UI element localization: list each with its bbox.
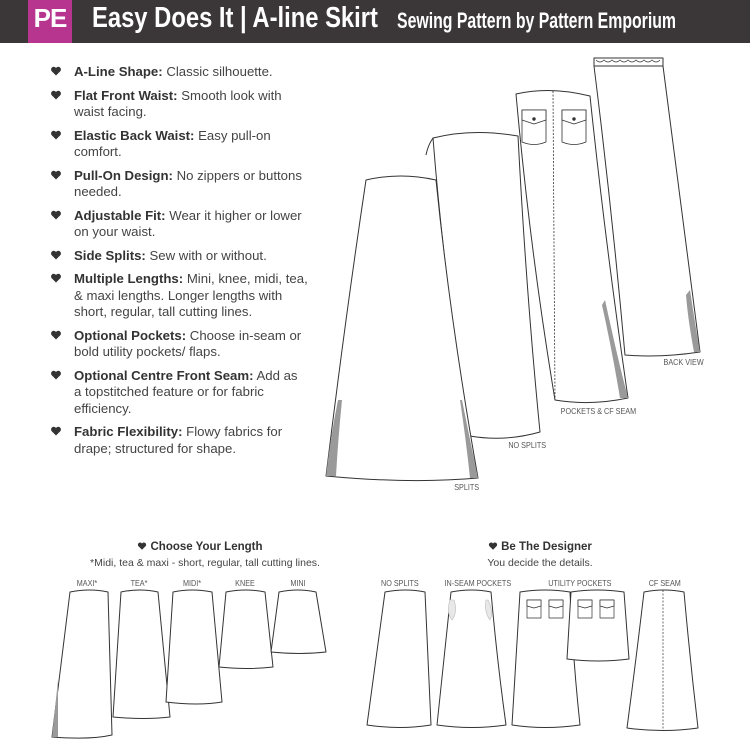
title-main: Easy Does It | A-line Skirt (92, 2, 378, 34)
heart-icon (137, 541, 147, 551)
feature-text: Easy pull-on comfort. (74, 127, 271, 159)
feature-name: Elastic Back Waist: (74, 127, 195, 143)
feature-name: Flat Front Waist: (74, 87, 178, 103)
feature-text: Mini, knee, midi, tea, & maxi lengths. Longer lengths with short, regular, tall cutting lines. (74, 271, 308, 319)
feature-name: Adjustable Fit: (74, 207, 166, 223)
feature-text: Wear it higher or lower on your waist. (74, 207, 302, 239)
length-heading: Choose Your Length (110, 541, 290, 553)
feature-text: Classic silhouette. (162, 64, 273, 79)
feature-name: Optional Centre Front Seam: (74, 367, 254, 383)
heart-icon (488, 541, 498, 551)
designer-skirts (367, 590, 698, 731)
length-skirts (52, 590, 326, 738)
length-label-mini: MINI (290, 578, 306, 588)
feature-text: Flowy fabrics for drape; structured for shape. (74, 424, 283, 456)
length-label-maxi: MAXI* (76, 578, 98, 588)
length-label-knee: KNEE (235, 578, 255, 588)
designer-label-in-seam-pockets: IN-SEAM POCKETS (444, 578, 512, 588)
designer-label-no-splits: NO SPLITS (381, 578, 419, 588)
feature-name: Side Splits: (74, 247, 146, 263)
feature-name: Optional Pockets: (74, 327, 187, 343)
designer-label-utility-pockets: UTILITY POCKETS (548, 578, 612, 588)
length-label-midi: MIDI* (182, 578, 202, 588)
feature-text: Add as a topstitched feature or for fabric efficiency. (74, 367, 298, 416)
label-no-splits: NO SPLITS (508, 440, 547, 450)
feature-text: No zippers or buttons needed. (74, 167, 302, 199)
brand-logo: PE (28, 0, 72, 43)
feature-name: Fabric Flexibility: (74, 424, 183, 439)
label-back-view: BACK VIEW (663, 357, 704, 367)
feature-text: Sew with or without. (145, 247, 267, 263)
feature-name: A-Line Shape: (74, 64, 163, 79)
feature-name: Pull-On Design: (74, 167, 173, 183)
designer-heading: Be The Designer (450, 541, 630, 553)
title-subtitle: Sewing Pattern by Pattern Emporium (397, 8, 677, 33)
feature-text: Choose in-seam or bold utility pockets/ flaps. (74, 327, 302, 359)
feature-text: Smooth look with waist facing. (74, 87, 282, 119)
label-pockets-cf-seam: POCKETS & CF SEAM (560, 406, 637, 416)
designer-label-cf-seam: CF SEAM (648, 578, 681, 588)
designer-note: You decide the details. (487, 557, 593, 569)
length-label-tea: TEA* (130, 578, 148, 588)
label-splits: SPLITS (454, 482, 480, 492)
feature-name: Multiple Lengths: (74, 271, 184, 286)
length-note: *Midi, tea & maxi - short, regular, tall cutting lines. (90, 557, 320, 569)
